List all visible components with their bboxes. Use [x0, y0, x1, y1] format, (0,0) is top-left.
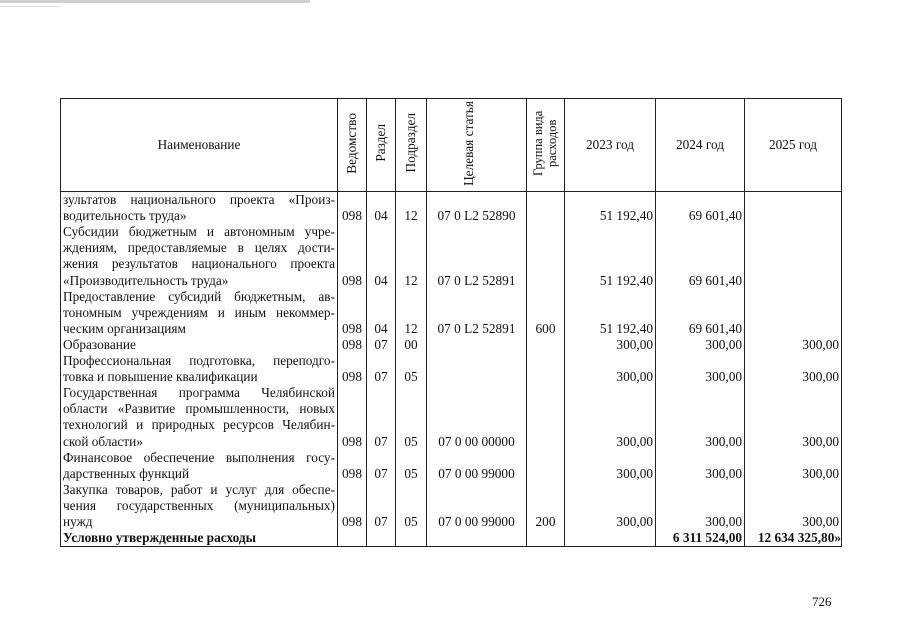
- cell-section: 07: [367, 337, 396, 353]
- row-name-line: Закупка товаров, работ и услуг для обеспе-: [63, 481, 335, 497]
- col-header-subsection: Подраздел: [396, 99, 427, 192]
- row-name-line: нужд: [63, 513, 93, 529]
- cell-dept: 098: [338, 192, 367, 225]
- table-row: [61, 353, 842, 385]
- row-name-line: водительность труда»: [63, 208, 187, 224]
- scan-artifact: [0, 0, 310, 3]
- row-name: [61, 224, 338, 288]
- total-y2025: 12 634 325,80»: [745, 530, 842, 547]
- cell-group: [527, 337, 565, 353]
- cell-target: 07 0 00 00000: [427, 385, 527, 449]
- row-name-line: товка и повышение квалификации: [63, 369, 258, 385]
- cell-target: 07 0 L2 52890: [427, 192, 527, 225]
- col-header-target: Целевая статья: [427, 99, 527, 192]
- col-header-section: Раздел: [367, 99, 396, 192]
- row-name-line: зультатов национального проекта «Произ-: [63, 192, 335, 208]
- col-header-name: Наименование: [61, 99, 338, 192]
- cell-y2023: 51 192,40: [565, 224, 656, 288]
- cell-y2023: 300,00: [565, 385, 656, 449]
- cell-dept: 098: [338, 337, 367, 353]
- cell-y2023: 300,00: [565, 353, 656, 385]
- cell-y2025: 300,00: [745, 482, 842, 530]
- cell-section: 07: [367, 353, 396, 385]
- cell-y2023: 300,00: [565, 450, 656, 482]
- cell-y2024: 300,00: [656, 353, 745, 385]
- cell-subsection: 05: [396, 353, 427, 385]
- cell-section: 07: [367, 385, 396, 449]
- row-name-line: технологий и природных ресурсов Челябин-: [63, 417, 335, 433]
- table-row: [61, 450, 842, 482]
- cell-section: 04: [367, 289, 396, 337]
- row-name: [61, 289, 338, 337]
- empty-cell: [367, 530, 396, 547]
- row-name-line: Финансовое обеспечение выполнения госу-: [63, 449, 335, 465]
- cell-y2024: 300,00: [656, 337, 745, 353]
- cell-subsection: 12: [396, 289, 427, 337]
- cell-dept: 098: [338, 289, 367, 337]
- row-name: [61, 192, 338, 225]
- col-header-2024: 2024 год: [656, 99, 745, 192]
- row-name-line: «Производительность труда»: [63, 272, 229, 288]
- row-name-line: жения результатов национального проекта: [63, 256, 335, 272]
- budget-table: [60, 98, 842, 547]
- cell-subsection: 05: [396, 482, 427, 530]
- cell-y2025: [745, 192, 842, 225]
- cell-y2023: 300,00: [565, 337, 656, 353]
- col-header-2023: 2023 год: [565, 99, 656, 192]
- empty-cell: [338, 530, 367, 547]
- cell-group: 200: [527, 482, 565, 530]
- cell-y2024: 69 601,40: [656, 289, 745, 337]
- cell-section: 04: [367, 192, 396, 225]
- cell-target: 07 0 L2 52891: [427, 224, 527, 288]
- row-name-line: Образование: [63, 336, 136, 352]
- row-name-line: Государственная программа Челябинской: [63, 385, 335, 401]
- cell-subsection: 05: [396, 385, 427, 449]
- table-row: [61, 192, 842, 225]
- table-row: [61, 224, 842, 288]
- total-row: [61, 530, 842, 547]
- row-name-line: чения государственных (муниципальных): [63, 497, 335, 513]
- row-name-line: Профессиональная подготовка, переподго-: [63, 353, 335, 369]
- row-name: [61, 482, 338, 530]
- cell-y2024: 300,00: [656, 482, 745, 530]
- row-name-line: ждениям, предоставляемые в целях дости-: [63, 240, 335, 256]
- cell-group: [527, 385, 565, 449]
- cell-y2023: 300,00: [565, 482, 656, 530]
- cell-dept: 098: [338, 385, 367, 449]
- cell-y2023: 51 192,40: [565, 289, 656, 337]
- empty-cell: [565, 530, 656, 547]
- cell-group: 600: [527, 289, 565, 337]
- empty-cell: [396, 530, 427, 547]
- col-header-2025: 2025 год: [745, 99, 842, 192]
- cell-y2024: 300,00: [656, 450, 745, 482]
- cell-target: 07 0 00 99000: [427, 450, 527, 482]
- row-name-line: дарственных функций: [63, 465, 190, 481]
- cell-subsection: 05: [396, 450, 427, 482]
- cell-dept: 098: [338, 224, 367, 288]
- table-row: [61, 482, 842, 530]
- col-header-group: Группа вида расходов: [527, 99, 565, 192]
- cell-group: [527, 450, 565, 482]
- cell-group: [527, 224, 565, 288]
- row-name-line: ческим организациям: [63, 320, 186, 336]
- table-row: [61, 289, 842, 337]
- row-name: [61, 385, 338, 449]
- cell-section: 07: [367, 482, 396, 530]
- empty-cell: [527, 530, 565, 547]
- empty-cell: [427, 530, 527, 547]
- row-name-line: тономным учреждениям и иным некоммер-: [63, 304, 335, 320]
- col-header-dept: Ведомство: [338, 99, 367, 192]
- cell-dept: 098: [338, 482, 367, 530]
- cell-target: [427, 353, 527, 385]
- cell-section: 04: [367, 224, 396, 288]
- cell-section: 07: [367, 450, 396, 482]
- cell-subsection: 12: [396, 192, 427, 225]
- cell-dept: 098: [338, 450, 367, 482]
- total-y2024: 6 311 524,00: [656, 530, 745, 547]
- cell-target: 07 0 00 99000: [427, 482, 527, 530]
- cell-y2024: 69 601,40: [656, 192, 745, 225]
- cell-y2023: 51 192,40: [565, 192, 656, 225]
- row-name-line: области «Развитие промышленности, новых: [63, 401, 335, 417]
- cell-y2025: [745, 289, 842, 337]
- row-name: [61, 337, 338, 353]
- table-row: [61, 337, 842, 353]
- row-name: [61, 353, 338, 385]
- cell-group: [527, 353, 565, 385]
- cell-subsection: 12: [396, 224, 427, 288]
- cell-y2025: 300,00: [745, 337, 842, 353]
- cell-group: [527, 192, 565, 225]
- cell-y2025: 300,00: [745, 385, 842, 449]
- row-name-line: ской области»: [63, 433, 143, 449]
- table-row: [61, 385, 842, 449]
- row-name-line: Предоставление субсидий бюджетным, ав-: [63, 288, 335, 304]
- scan-artifact: [0, 6, 60, 7]
- row-name-line: Субсидии бюджетным и автономным учре-: [63, 224, 335, 240]
- cell-dept: 098: [338, 353, 367, 385]
- cell-y2025: [745, 224, 842, 288]
- cell-y2025: 300,00: [745, 450, 842, 482]
- cell-y2024: 69 601,40: [656, 224, 745, 288]
- cell-y2024: 300,00: [656, 385, 745, 449]
- total-label: Условно утвержденные расходы: [61, 530, 338, 547]
- row-name: [61, 450, 338, 482]
- cell-target: [427, 337, 527, 353]
- cell-target: 07 0 L2 52891: [427, 289, 527, 337]
- cell-y2025: 300,00: [745, 353, 842, 385]
- cell-subsection: 00: [396, 337, 427, 353]
- table-header-row: [61, 99, 842, 192]
- page-number: 726: [812, 594, 832, 609]
